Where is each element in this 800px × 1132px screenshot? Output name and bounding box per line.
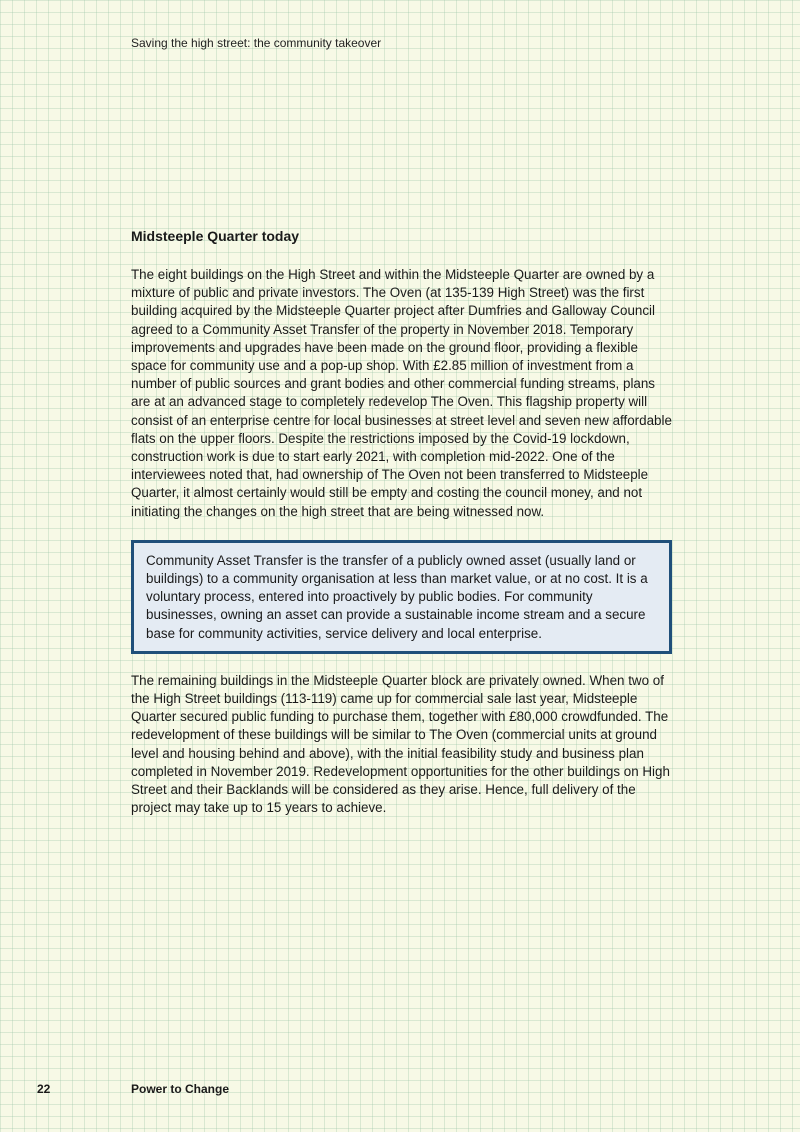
page-number: 22: [37, 1082, 51, 1096]
main-content: [131, 226, 676, 817]
footer-organisation: Power to Change: [131, 1082, 230, 1096]
section-heading: Midsteeple Quarter today: [131, 228, 300, 244]
body-paragraph-1: The eight buildings on the High Street and within the Midsteeple Quarter are owned by a mixture of public and private investors. The Oven (at 135-139 High Street) was the first building acquired by the Midsteeple Quarter project after Dumfries and Galloway Council agreed to a Community Asset Transfer of the property in November 2018. Temporary improvements and upgrades have been made on the ground floor, providing a flexible space for community use and a pop-up shop. With £2.85 million of investment from a number of public sources and grant bodies and other commercial funding streams, plans are at an advanced stage to completely redevelop The Oven. This flagship property will consist of an enterprise centre for local businesses at street level and seven new affordable flats on the upper floors. Despite the restrictions imposed by the Covid-19 lockdown, construction work is due to start early 2021, with completion mid-2022. One of the interviewees noted that, had ownership of The Oven not been transferred to Midsteeple Quarter, it almost certainly would still be empty and costing the council money, and not initiating the changes on the high street that are being witnessed now.: [131, 267, 672, 519]
body-paragraph-2: The remaining buildings in the Midsteeple Quarter block are privately owned. When two of the High Street buildings (113-119) came up for commercial sale last year, Midsteeple Quarter secured public funding to purchase them, together with £80,000 crowdfunded. The redevelopment of these buildings will be similar to The Oven (commercial units at ground level and housing behind and above), with the initial feasibility study and business plan completed in November 2019. Redevelopment opportunities for the other buildings on High Street and their Backlands will be considered as they arise. Hence, full delivery of the project may take up to 15 years to achieve.: [131, 672, 670, 816]
running-header: Saving the high street: the community takeover: [131, 36, 382, 50]
callout-text: Community Asset Transfer is the transfer of a publicly owned asset (usually land or buildings) to a community organisation at less than market value, or at no cost. It is a voluntary process, entered into proactively by public bodies. For community businesses, owning an asset can provide a sustainable income stream and a secure base for community activities, service delivery and local enterprise.: [146, 552, 648, 641]
definition-callout-box: [131, 540, 672, 654]
